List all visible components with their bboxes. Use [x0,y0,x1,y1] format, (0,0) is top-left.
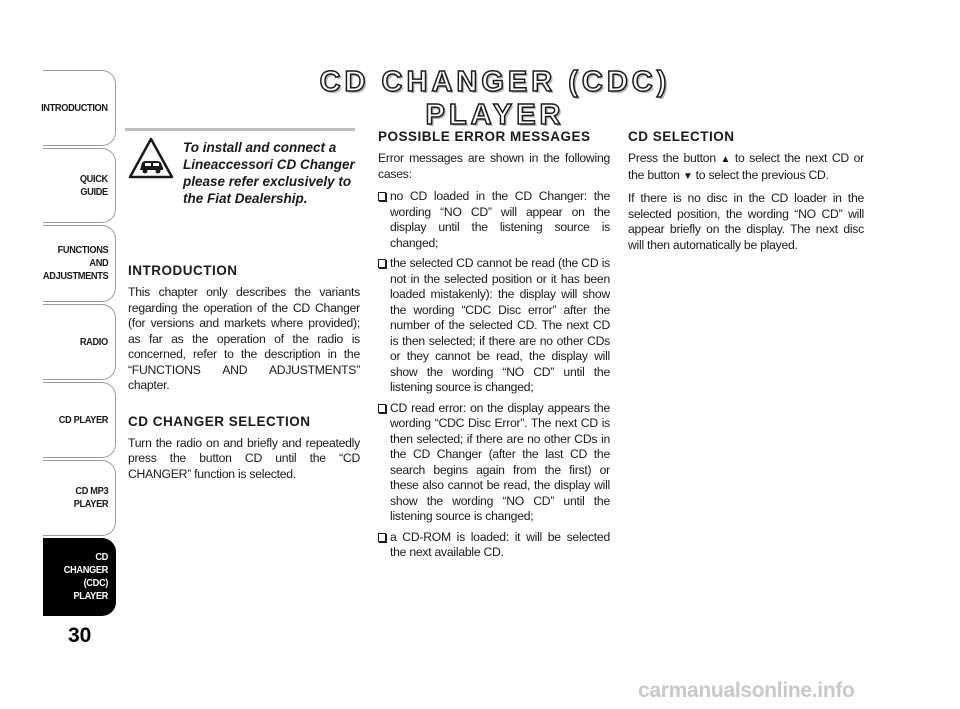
cd-changer-selection-text: Turn the radio on and briefly and repeatedly press the button CD until the “CD CHANGER” function is selected. [128,435,360,481]
tab-label: INTRODUCTION [41,101,108,114]
introduction-text: This chapter only describes the variants regarding the operation of the CD Changer (for versions and markets where provided); as far as the operation of the radio is concerned, refer to the description in the “FUNCTIONS AND ADJUSTMENTS” chapter. [128,285,360,392]
tab-label: QUICK GUIDE [79,172,108,198]
tab-label: RADIO [79,335,108,348]
list-item: a CD-ROM is loaded: it will be selected the next available CD. [378,530,610,561]
list-item: the selected CD cannot be read (the CD is not in the selected position or it has been loaded mistakenly): the display will show the wording “CDC Disc error” after the number of the selected CD. The next CD is then selected; if there are no other CDs or they cannot be read, the display will show the wording “NO CD” until the listening source is changed; [378,256,610,396]
tab-cd-mp3-player[interactable] [43,460,116,536]
tab-functions-and-adjustments[interactable] [43,225,116,302]
tab-radio[interactable] [43,304,116,380]
tab-cd-changer-player[interactable] [43,538,116,616]
up-arrow-icon: ▲ [720,154,731,165]
checkbox-bullet-icon [378,259,386,268]
tab-label: FUNCTIONS AND ADJUSTMENTS [42,244,108,282]
list-item: CD read error: on the display appears the wording “CDC Disc Error”. The next CD is then selected; if there are no other CDs in the CD Changer (after the last CD the search begins again from the first) or these also cannot be read, the display will show the wording “NO CD” until the listening source is changed; [378,401,610,525]
column-right [628,128,864,260]
tab-cd-player[interactable] [43,382,116,458]
cd-changer-selection-heading: CD CHANGER SELECTION [128,413,311,429]
checkbox-bullet-icon [378,404,386,413]
error-messages-list [378,189,610,561]
page-title: CD CHANGER (CDC) PLAYER [319,66,671,131]
cd-selection-text: Press the button ▲ to select the next CD or the button ▼ to select the previous CD. [628,151,864,184]
down-arrow-icon: ▼ [682,170,693,182]
column-middle [378,128,610,566]
watermark: carmanualsonline.info [638,679,855,702]
checkbox-bullet-icon [378,533,386,542]
error-messages-heading: POSSIBLE ERROR MESSAGES [378,129,591,144]
tab-quick-guide[interactable] [43,148,116,223]
cd-selection-no-disc-text: If there is no disc in the CD loader in the selected position, the wording “NO CD” will appear briefly on the display. The next disc will then automatically be played. [628,191,864,252]
tab-label: CD PLAYER [58,413,108,426]
introduction-heading: INTRODUCTION [128,263,238,278]
note-icon-space [128,139,183,191]
error-messages-intro: Error messages are shown in the following cases: [378,151,610,181]
tab-label: CD CHANGER (CDC) PLAYER [63,551,108,602]
checkbox-bullet-icon [378,192,386,201]
cd-selection-heading: CD SELECTION [628,129,735,144]
tab-introduction[interactable] [43,70,116,146]
list-item: no CD loaded in the CD Changer: the wording “NO CD” will appear on the display until the listening source is changed; [378,189,610,251]
section-divider [125,128,355,131]
tab-label: CD MP3 PLAYER [73,485,108,510]
page-number: 30 [68,624,92,647]
note-text: To install and connect a Lineaccessori CD Changer please refer exclusively to the Fiat Dealership. [183,140,355,206]
column-left [128,262,360,489]
installation-note [128,139,360,207]
